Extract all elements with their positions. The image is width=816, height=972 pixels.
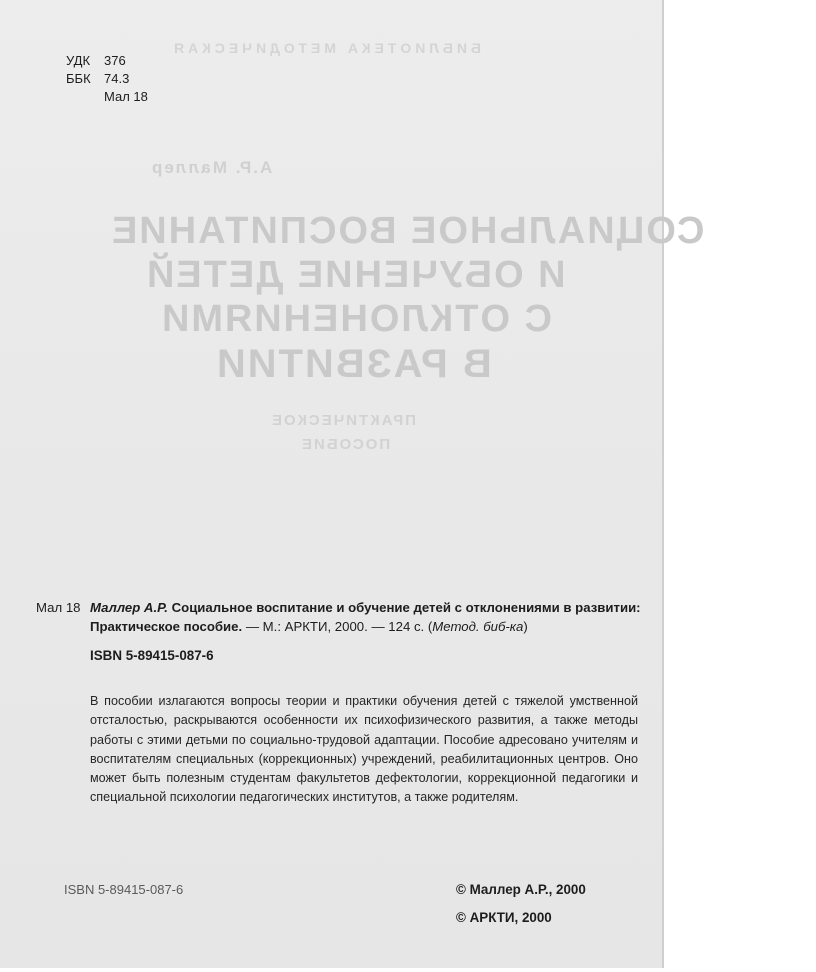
- show-through-series: БИБЛИОТЕКА МЕТОДИЧЕСКАЯ: [170, 40, 481, 56]
- bibliographic-entry: [36, 598, 642, 665]
- bbk-value: 74.3: [104, 71, 130, 86]
- udk-row: [66, 52, 148, 70]
- classification-block: [66, 52, 148, 106]
- entry-close: ): [523, 619, 528, 634]
- entry-isbn: ISBN 5-89415-087-6: [90, 648, 214, 663]
- show-through-title-4: В РАЗВИТИИ: [215, 342, 492, 386]
- show-through-title-1: СОЦИАЛЬНОЕ ВОСПИТАНИЕ: [110, 210, 705, 252]
- bbk-label: ББК: [66, 71, 91, 86]
- show-through-subtitle-2: ПОСОБИЕ: [300, 436, 391, 453]
- abstract-text: В пособии излагаются вопросы теории и практики обучения детей с тяжелой умственной отсталостью, раскрываются особенности их психофизического развития, а также методы работы с этими детьми по социально-трудовой адаптации. Пособие адресовано учителям и воспитателям специальных (коррекционных) учреждений, реабилитационных центров. Оно может быть полезным студентам факультетов дефектологии, коррекционной педагогики и специальной психологии педагогических институтов, а также родителям.: [90, 694, 638, 805]
- show-through-subtitle-1: ПРАКТИЧЕСКОЕ: [270, 412, 416, 429]
- copyright-author: © Маллер А.Р., 2000: [456, 882, 586, 897]
- entry-author: Маллер А.Р.: [90, 600, 168, 615]
- entry-description: [90, 598, 642, 636]
- entry-code: Мал 18: [36, 600, 81, 615]
- udk-value: 376: [104, 53, 126, 68]
- entry-series: Метод. биб-ка: [432, 619, 524, 634]
- author-code: Мал 18: [104, 89, 148, 104]
- show-through-title-2: И ОБУЧЕНИЕ ДЕТЕЙ: [145, 254, 566, 296]
- bbk-row: [66, 70, 148, 88]
- copyright-publisher: © АРКТИ, 2000: [456, 910, 552, 925]
- footer-isbn: ISBN 5-89415-087-6: [64, 882, 184, 897]
- udk-label: УДК: [66, 53, 91, 68]
- show-through-title-3: С ОТКЛОНЕНИЯМИ: [160, 298, 553, 340]
- entry-title: Социальное воспитание и обучение детей с отклонениями в развитии: Практическое пособие.: [90, 600, 641, 634]
- entry-imprint: — М.: АРКТИ, 2000. — 124 с. (: [242, 619, 433, 634]
- show-through-author: А.Р. Маллер: [150, 158, 273, 177]
